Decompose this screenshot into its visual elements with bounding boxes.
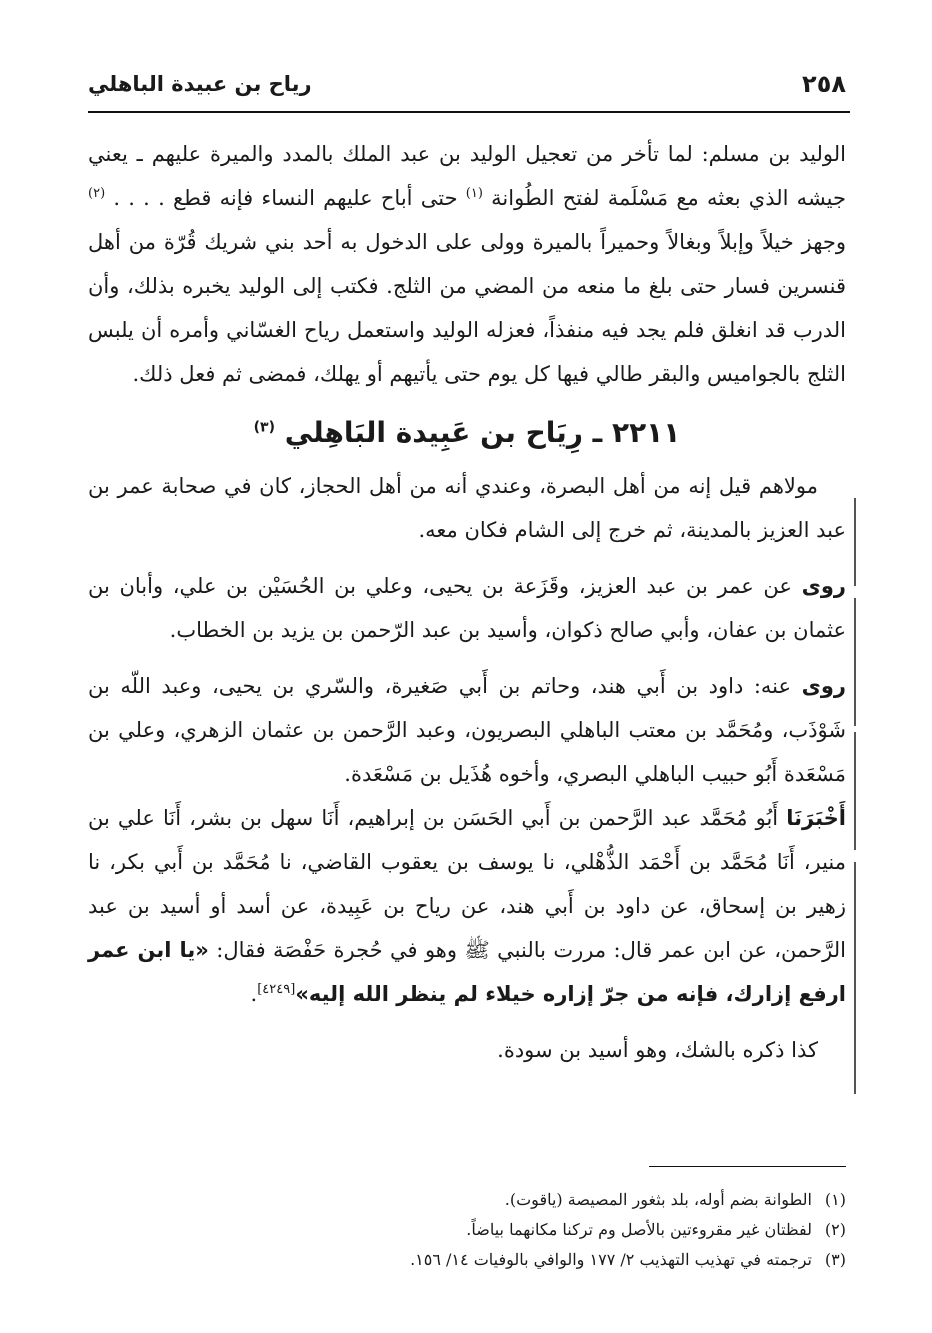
intro-paragraph	[88, 132, 846, 396]
main-text	[88, 132, 846, 1072]
footnote-ref-2: (٢)	[88, 186, 106, 201]
footnote-text: لفظتان غير مقروءتين بالأصل وم تركنا مكانهما بياضاً.	[466, 1220, 812, 1239]
intro-text: الوليد بن مسلم: لما تأخر من تعجيل الوليد بن عبد الملك بالمدد والميرة عليهم ـ يعني جيشه الذي بعثه مع مَسْلَمة لفتح الطُوانة	[88, 142, 846, 210]
footnote-text: الطوانة بضم أوله، بلد بثغور المصيصة (ياقوت).	[504, 1190, 812, 1209]
footnote-number: (٢)	[824, 1220, 846, 1239]
hadith-reference: [٤٢٤٩]	[257, 982, 296, 997]
intro-text-2: حتى أباح عليهم النساء فإنه قطع . . . .	[113, 186, 458, 210]
margin-bar	[854, 498, 856, 586]
isnad-end: .	[250, 982, 258, 1006]
narrated-from-text: عن عمر بن عبد العزيز، وقَزَعة بن يحيى، وعلي بن الحُسَيْن بن علي، وأبان بن عثمان بن عفان، وأبي صالح ذكوان، وأسيد بن عبد الرّحمن بن يزيد بن الخطاب.	[88, 574, 846, 642]
narrated-from-paragraph	[88, 564, 846, 652]
intro-text-3: وجهز خيلاً وإبلاً وبغالاً وحميراً بالميرة وولى على الدخول به أحد بني شريك قُرّة من أهل قنسرين فسار حتى بلغ ما منعه من المضي من الثلج. فكتب إلى الوليد يخبره بذلك، وأن الدرب قد انغلق فلم يجد فيه منفذاً، فعزله الوليد واستعمل رياح الغسّاني وأمره أن يلبس الثلج بالجواميس والبقر طالي فيها كل يوم حتى يأتيهم أو يهلك، فمضى ثم فعل ذلك.	[88, 230, 846, 386]
footnote	[88, 1245, 846, 1275]
isnad-text: أَبُو مُحَمَّد عبد الرَّحمن بن أَبي الحَسَن بن إبراهيم، أَنَا سهل بن بشر، أَنَا علي بن منير، أَنَا مُحَمَّد بن أَحْمَد الذُّهْلي، نا يوسف بن يعقوب القاضي، نا مُحَمَّد بن أَبي بكر، نا زهير بن إسحاق، عن داود بن أَبي هند، عن رياح بن عَبِيدة، عن أسد أو أسيد بن عبد الرَّحمن، عن ابن عمر قال: مررت بالنبي ﷺ وهو في حُجرة حَفْصَة فقال:	[88, 806, 846, 962]
bio-paragraph: مولاهم قيل إنه من أهل البصرة، وعندي أنه من أهل الحجاز، كان في صحابة عمر بن عبد العزيز بالمدينة، ثم خرج إلى الشام فكان معه.	[88, 474, 846, 542]
footnote	[88, 1215, 846, 1245]
narrated-by-lead: روى	[801, 674, 846, 698]
page-number: ٢٥٨	[802, 70, 846, 98]
footnote-rule	[649, 1166, 846, 1167]
footnote	[88, 1185, 846, 1215]
running-title: رياح بن عبيدة الباهلي	[88, 72, 312, 96]
running-header	[88, 68, 846, 102]
footnote-number: (٣)	[824, 1250, 846, 1269]
footnote-number: (١)	[824, 1190, 846, 1209]
note-paragraph: كذا ذكره بالشك، وهو أسيد بن سودة.	[497, 1038, 818, 1062]
narrated-by-paragraph	[88, 664, 846, 796]
margin-bar	[854, 732, 856, 850]
margin-bar	[854, 598, 856, 726]
footnote-ref-3: (٣)	[253, 419, 275, 436]
footnote-text: ترجمته في تهذيب التهذيب ٢/ ١٧٧ والوافي بالوفيات ١٤/ ١٥٦.	[410, 1250, 812, 1269]
narrated-from-lead: روى	[801, 574, 846, 598]
isnad-paragraph	[88, 796, 846, 1016]
header-rule	[88, 111, 850, 113]
footnote-ref-1: (١)	[465, 186, 483, 201]
hadith-text: «يا ابن عمر ارفع إزارك، فإنه من جرّ إزاره خيلاء لم ينظر الله إليه»	[88, 938, 846, 1006]
narrated-by-text: عنه: داود بن أَبي هند، وحاتم بن أَبي صَغيرة، والسّري بن يحيى، وعبد اللّه بن شَوْذَب، ومُحَمَّد بن معتب الباهلي البصريون، وعبد الرَّحمن بن عثمان الزهري، وعلي بن مَسْعَدة أَبُو حبيب الباهلي البصري، وأخوه هُذَيل بن مَسْعَدة.	[88, 674, 846, 786]
entry-heading	[88, 408, 846, 458]
entry-title: ٢٢١١ ـ رِيَاح بن عَبِيدة البَاهِلي	[284, 416, 681, 449]
margin-bar	[854, 862, 856, 1094]
footnotes	[88, 1185, 846, 1275]
isnad-lead: أَخْبَرَنَا	[786, 806, 846, 830]
